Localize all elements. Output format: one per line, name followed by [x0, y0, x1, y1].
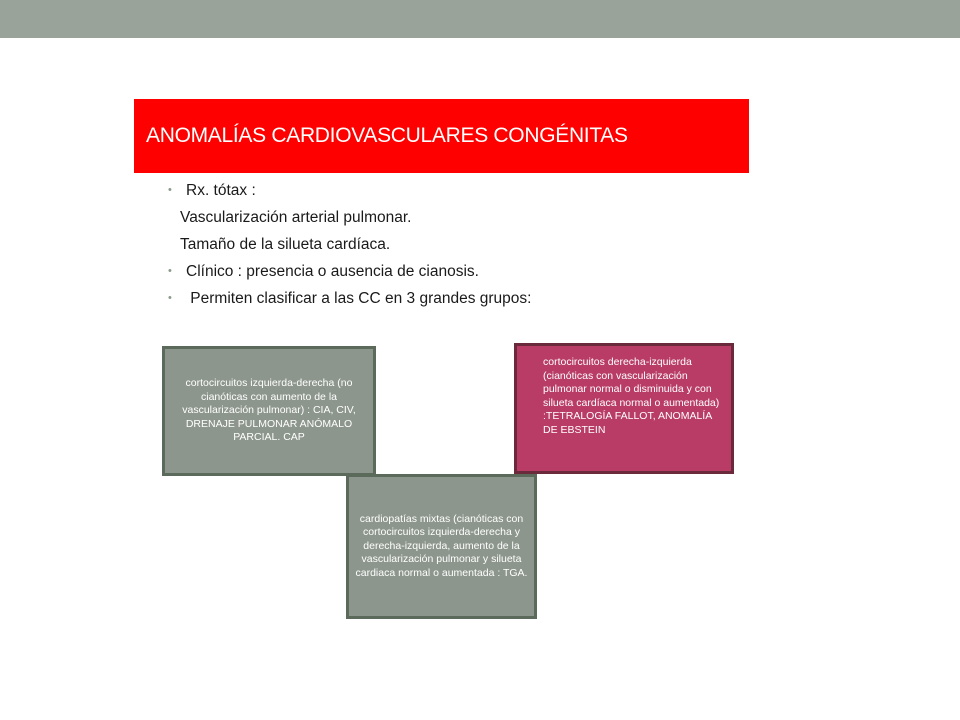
group-left-to-right-shunts	[162, 346, 376, 476]
sub-text: Vascularización arterial pulmonar.	[180, 209, 412, 226]
group-text: cardiopatías mixtas (cianóticas con cortocircuitos izquierda-derecha y derecha-izquierda, aumento de la vascularización pulmonar y silueta cardiaca normal o aumentada : TGA.	[355, 512, 528, 579]
sub-text: Tamaño de la silueta cardíaca.	[180, 236, 391, 253]
bullet-list	[162, 177, 722, 312]
bullet-item	[162, 177, 722, 204]
group-mixed-cardiopathies	[346, 474, 537, 619]
bullet-item	[162, 285, 722, 312]
sub-item	[162, 231, 722, 258]
bullet-text: Clínico : presencia o ausencia de cianosis.	[186, 263, 479, 280]
slide-title: ANOMALÍAS CARDIOVASCULARES CONGÉNITAS	[146, 124, 628, 147]
group-right-to-left-shunts	[514, 343, 734, 474]
bullet-item	[162, 258, 722, 285]
bullet-dot-icon: •	[168, 184, 172, 196]
sub-item	[162, 204, 722, 231]
top-band	[0, 0, 960, 38]
bullet-text: Permiten clasificar a las CC en 3 grandes grupos:	[186, 290, 532, 307]
bullet-dot-icon: •	[168, 292, 172, 304]
bullet-text: Rx. tótax :	[186, 182, 256, 199]
title-banner	[134, 99, 749, 173]
bullet-dot-icon: •	[168, 265, 172, 277]
group-text: cortocircuitos derecha-izquierda (cianóticas con vascularización pulmonar normal o disminuida y con silueta cardíaca normal o aumentada) :TETRALOGÍA FALLOT, ANOMALÍA DE EBSTEIN	[543, 356, 720, 436]
group-text: cortocircuitos izquierda-derecha (no cianóticas con aumento de la vascularización pulmonar) : CIA, CIV, DRENAJE PULMONAR ANÓMALO PARCIAL. CAP	[182, 377, 356, 444]
